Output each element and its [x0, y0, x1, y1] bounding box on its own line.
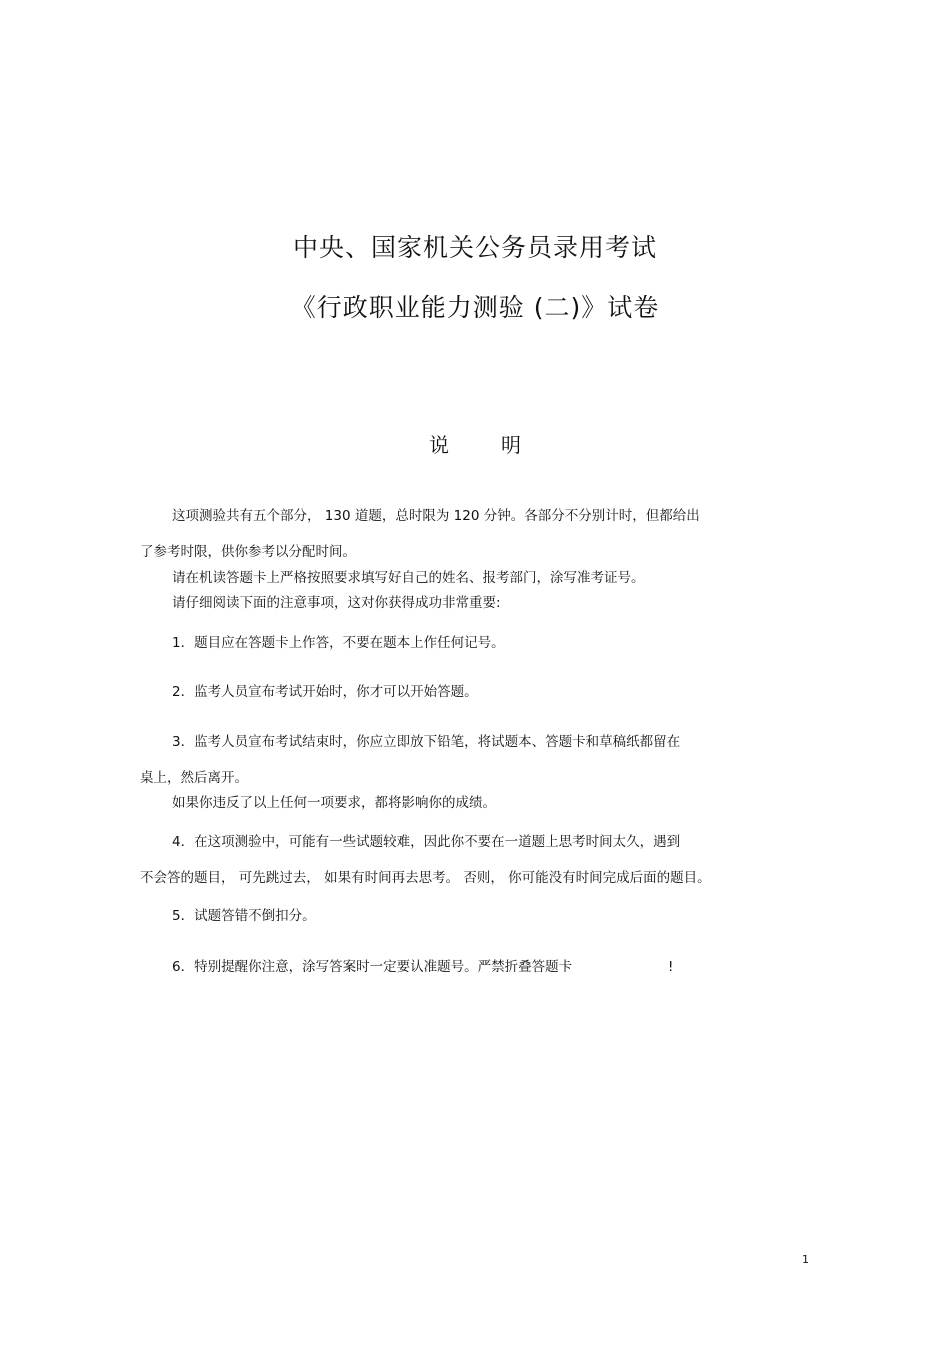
notice-item-3-line-1: 3．监考人员宣布考试结束时，你应立即放下铅笔，将试题本、答题卡和草稿纸都留在	[172, 734, 681, 750]
notice-item-6: 6．特别提醒你注意，涂写答案时一定要认准题号。严禁折叠答题卡	[172, 959, 573, 975]
notice-item-6-mark: !	[668, 959, 674, 975]
notice-item-3-line-2: 桌上，然后离开。	[140, 770, 248, 786]
section-heading	[0, 429, 950, 458]
document-title-line-1: 中央、国家机关公务员录用考试	[292, 233, 657, 262]
section-heading-char-2: 明	[501, 433, 521, 457]
intro-line-3: 请在机读答题卡上严格按照要求填写好自己的姓名、报考部门，涂写准考证号。	[172, 570, 645, 586]
notice-item-5: 5．试题答错不倒扣分。	[172, 908, 316, 924]
intro-line-1: 这项测验共有五个部分， 130 道题，总时限为 120 分钟。各部分不分别计时，但都给出	[172, 508, 700, 524]
notice-item-4-line-2: 不会答的题目， 可先跳过去， 如果有时间再去思考。 否则， 你可能没有时间完成后面的题目。	[140, 870, 711, 886]
section-heading-char-1: 说	[429, 433, 449, 457]
intro-line-4: 请仔细阅读下面的注意事项，这对你获得成功非常重要:	[172, 595, 501, 611]
document-title-line-2: 《行政职业能力测验 (二)》试卷	[290, 293, 660, 322]
page-number: 1	[802, 1253, 809, 1266]
notice-item-2: 2．监考人员宣布考试开始时，你才可以开始答题。	[172, 684, 478, 700]
intro-line-2: 了参考时限，供你参考以分配时间。	[140, 544, 356, 560]
notice-item-4-line-1: 4．在这项测验中，可能有一些试题较难，因此你不要在一道题上思考时间太久，遇到	[172, 834, 681, 850]
notice-item-3-line-3: 如果你违反了以上任何一项要求，都将影响你的成绩。	[172, 795, 496, 811]
notice-item-1: 1．题目应在答题卡上作答，不要在题本上作任何记号。	[172, 635, 505, 651]
